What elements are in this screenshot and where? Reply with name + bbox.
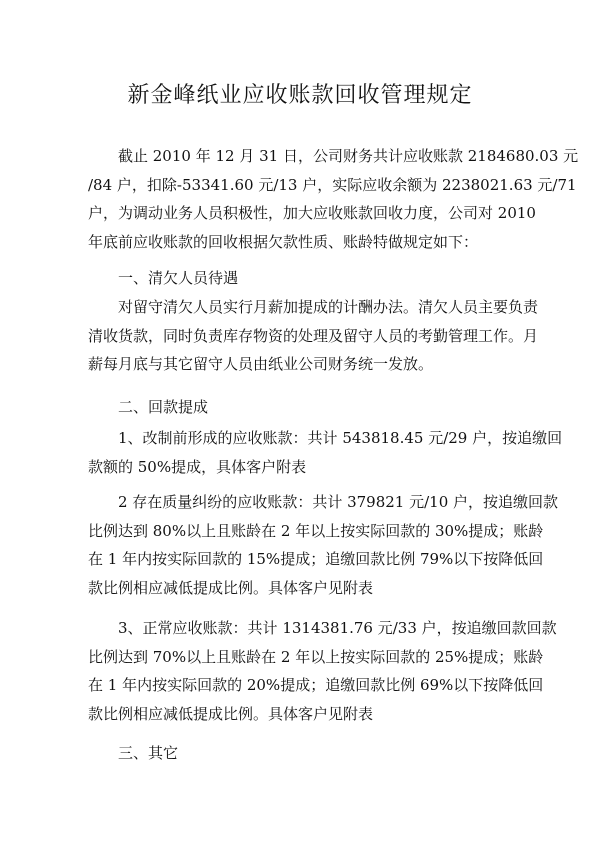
section2-heading-block bbox=[88, 393, 520, 422]
intro-line-3: 户，为调动业务人员积极性，加大应收账款回收力度，公司对 2010 bbox=[88, 204, 536, 222]
section3-heading-block bbox=[88, 739, 520, 768]
section3-heading: 三、其它 bbox=[118, 744, 179, 762]
item2-line-4: 款比例相应减低提成比例。具体客户见附表 bbox=[88, 578, 374, 597]
section1-heading: 一、清欠人员待遇 bbox=[118, 269, 239, 287]
intro-paragraph bbox=[88, 142, 579, 256]
item2-line-3: 在 1 年内按实际回款的 15%提成；追缴回款比例 79%以下按降低回 bbox=[88, 550, 544, 568]
item2-paragraph bbox=[88, 488, 559, 602]
item1-line-1: 1、改制前形成的应收账款：共计 543818.45 元/29 户，按追缴回 bbox=[118, 429, 563, 447]
section1-line-1: 对留守清欠人员实行月薪加提成的计酬办法。清欠人员主要负责 bbox=[118, 298, 539, 316]
section1-body bbox=[88, 293, 539, 379]
item2-line-1: 2 存在质量纠纷的应收账款：共计 379821 元/10 户，按追缴回款 bbox=[118, 493, 559, 511]
section2-heading: 二、回款提成 bbox=[118, 398, 209, 416]
item3-line-1: 3、正常应收账款：共计 1314381.76 元/33 户，按追缴回款回款 bbox=[118, 619, 557, 637]
item1-paragraph bbox=[88, 424, 563, 481]
item3-line-2: 比例达到 70%以上且账龄在 2 年以上按实际回款的 25%提成；账龄 bbox=[88, 647, 544, 666]
intro-line-4: 年底前应收账款的回收根据欠款性质、账龄特做规定如下： bbox=[88, 232, 479, 251]
item3-line-3: 在 1 年内按实际回款的 20%提成；追缴回款比例 69%以下按降低回 bbox=[88, 676, 544, 694]
item3-line-4: 款比例相应减低提成比例。具体客户见附表 bbox=[88, 704, 374, 723]
intro-line-2: /84 户，扣除-53341.60 元/13 户，实际应收余额为 2238021.63 元/71 bbox=[88, 175, 577, 194]
item3-paragraph bbox=[88, 614, 557, 728]
section1-line-2: 清收货款，同时负责库存物资的处理及留守人员的考勤管理工作。月 bbox=[88, 326, 539, 345]
item2-line-2: 比例达到 80%以上且账龄在 2 年以上按实际回款的 30%提成；账龄 bbox=[88, 521, 544, 540]
section1-heading-block bbox=[88, 264, 520, 293]
item1-line-2: 款额的 50%提成，具体客户附表 bbox=[88, 457, 307, 476]
intro-line-1: 截止 2010 年 12 月 31 日，公司财务共计应收账款 2184680.03 元 bbox=[118, 147, 579, 165]
section1-line-3: 薪每月底与其它留守人员由纸业公司财务统一发放。 bbox=[88, 355, 434, 373]
document-title: 新金峰纸业应收账款回收管理规定 bbox=[127, 83, 473, 108]
